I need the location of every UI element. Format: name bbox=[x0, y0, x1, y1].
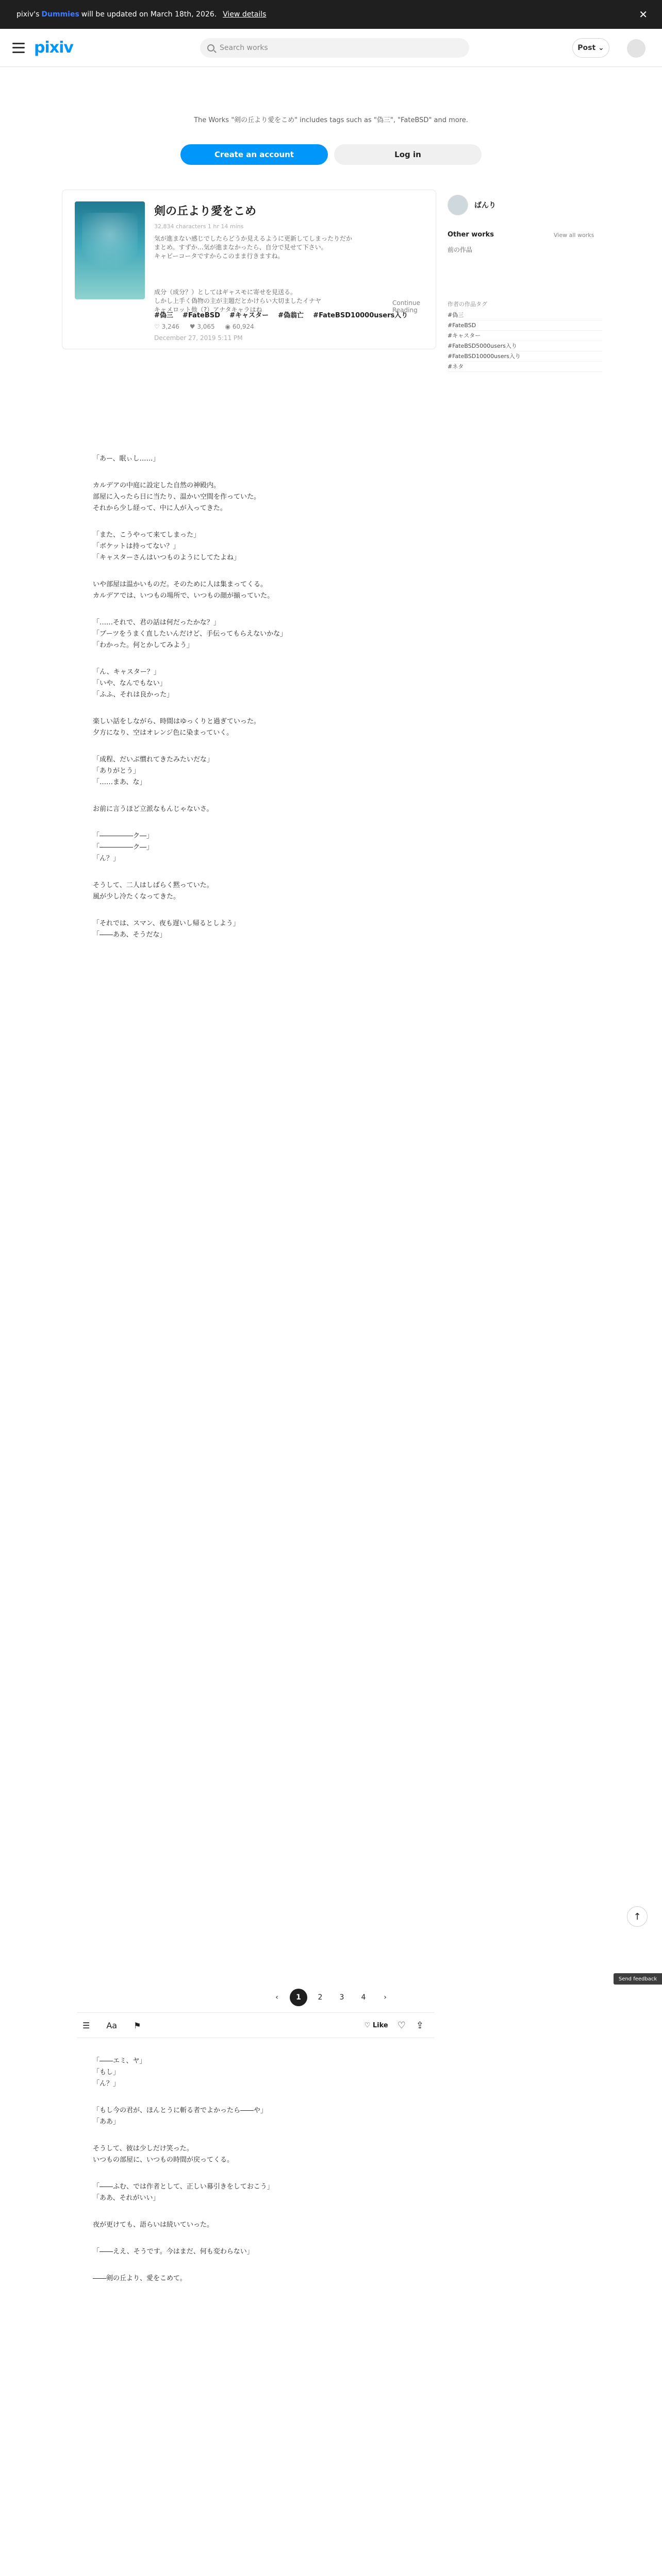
heart-icon[interactable]: ♡ bbox=[397, 2020, 406, 2031]
next-page-button[interactable]: › bbox=[384, 1993, 387, 2002]
user-avatar[interactable] bbox=[627, 39, 646, 58]
paragraph: いや部屋は温かいものだ。そのために人は集まってくる。 カルデアでは、いつもの場所で、いつもの顔が揃っていた。 bbox=[93, 581, 274, 600]
page-button[interactable]: 4 bbox=[361, 1993, 366, 2002]
list-icon[interactable]: ☰ bbox=[82, 2020, 90, 2030]
view-all-works-link[interactable]: View all works bbox=[554, 232, 594, 239]
previous-work-label[interactable]: 前の作品 bbox=[448, 246, 473, 253]
paragraph: 夜が更けても、語らいは続いていった。 bbox=[93, 2221, 214, 2229]
list-item[interactable]: #キャスター bbox=[448, 331, 602, 341]
create-account-button[interactable]: Create an account bbox=[180, 144, 328, 165]
signup-panel bbox=[0, 67, 662, 180]
paragraph: そうして、二人はしばらく黙っていた。 風が少し冷たくなってきた。 bbox=[93, 882, 213, 901]
signup-message: The Works "剣の丘より愛をこめ" includes tags such as "偽三", "FateBSD" and more. bbox=[194, 116, 468, 124]
post-button[interactable]: Post ⌄ bbox=[572, 38, 609, 58]
tag[interactable]: #キャスター bbox=[229, 312, 269, 319]
like-count: ♡ 3,246 bbox=[154, 323, 179, 330]
author-avatar[interactable] bbox=[448, 195, 468, 215]
list-item[interactable]: #FateBSD5000users入り bbox=[448, 341, 602, 351]
work-caption-2: 成分（成分？）としてはギャスモに寄せを見送る。 しかし上手く偽物の主が主題だとかけらい大切ましたイナヤ キャメロット他（?）アナタキャラはね bbox=[154, 289, 322, 313]
login-button[interactable]: Log in bbox=[334, 144, 482, 165]
tag[interactable]: #偽翁亡 bbox=[278, 312, 304, 319]
other-works-heading: Other works bbox=[448, 231, 494, 239]
bookmark-icon[interactable]: ⚑ bbox=[134, 2020, 141, 2030]
site-header bbox=[0, 29, 662, 67]
tag[interactable]: #FateBSD10000users入り bbox=[313, 312, 408, 319]
paragraph: 「ん、キャスター？」 「いや、なんでもない」 「ふふ、それは良かった」 bbox=[93, 668, 174, 699]
work-card bbox=[62, 190, 436, 349]
banner-text: pixiv's bbox=[16, 10, 40, 19]
search-icon bbox=[207, 44, 214, 52]
continue-reading-link[interactable]: Continue Reading bbox=[392, 299, 420, 314]
page-button[interactable]: 1 bbox=[290, 1989, 307, 2006]
paragraph: 「もし今の君が、ほんとうに斬る者でよかったら――や」 「ああ」 bbox=[93, 2107, 268, 2126]
menu-icon[interactable] bbox=[12, 43, 25, 53]
share-icon[interactable]: ⇪ bbox=[416, 2020, 424, 2031]
tag[interactable]: #偽三 bbox=[154, 312, 173, 319]
paragraph: カルデアの中庭に設定した自然の神殿内。 部屋に入ったら日に当たり、温かい空間を作っていた。 それから少し経って、中に人が入ってきた。 bbox=[93, 482, 261, 512]
paragraph: 「―――――ク―」 「―――――ク―」 「ん？」 bbox=[93, 832, 154, 862]
prev-page-button[interactable]: ‹ bbox=[275, 1993, 278, 2002]
paragraph: 「……それで、君の話は何だったかな？」 「ブーツをうまく直したいんだけど、手伝ってもらえないかな」 「わかった。何とかしてみよう」 bbox=[93, 619, 287, 649]
paragraph: 「成程、だいぶ慣れてきたみたいだな」 「ありがとう」 「……まあ、な」 bbox=[93, 756, 214, 786]
cover-image[interactable] bbox=[75, 201, 145, 299]
novel-body bbox=[93, 453, 402, 956]
bookmark-count: ♥ 3,065 bbox=[189, 323, 215, 330]
reader-toolbar bbox=[77, 2012, 434, 2038]
font-settings-button[interactable]: Aa bbox=[106, 2020, 118, 2030]
pixiv-logo[interactable]: pixiv bbox=[34, 39, 73, 57]
paragraph: そうして、彼は少しだけ笑った。 いつもの部屋に、いつもの時間が戻ってくる。 bbox=[93, 2145, 234, 2164]
tag[interactable]: #FateBSD bbox=[183, 312, 220, 319]
paragraph: 「それでは、スマン、夜も遅いし帰るとしよう」 「――ああ、そうだな」 bbox=[93, 920, 240, 939]
list-item[interactable]: #FateBSD10000users入り bbox=[448, 351, 602, 362]
paragraph: 「――エミ、ヤ」 「もし」 「ん？」 bbox=[93, 2057, 146, 2088]
novel-body-continued bbox=[93, 2056, 402, 2300]
page-button[interactable]: 2 bbox=[318, 1993, 323, 2002]
view-count: ◉ 60,924 bbox=[225, 323, 254, 330]
list-item[interactable]: #ネタ bbox=[448, 362, 602, 372]
author-name[interactable]: ばんり bbox=[474, 201, 496, 210]
tag-list-header: 作者の作品タグ bbox=[448, 301, 487, 308]
paragraph: ――剣の丘より、愛をこめて。 bbox=[93, 2275, 187, 2282]
work-length: 32,834 characters 1 hr 14 mins bbox=[154, 223, 244, 230]
back-to-top-button[interactable]: ↑ bbox=[627, 1906, 648, 1927]
list-item[interactable]: #FateBSD bbox=[448, 320, 602, 331]
banner-view-details-link[interactable]: View details bbox=[223, 10, 267, 19]
paragraph: お前に言うほど立派なもんじゃないさ。 bbox=[93, 805, 213, 813]
like-button[interactable]: ♡ Like bbox=[364, 2021, 388, 2029]
banner-text-2: will be updated on March 18th, 2026. bbox=[81, 10, 217, 19]
close-icon[interactable]: ✕ bbox=[639, 8, 648, 21]
page-button[interactable]: 3 bbox=[339, 1993, 344, 2002]
banner-brand: Dummies bbox=[41, 10, 79, 19]
list-item[interactable]: #偽三 bbox=[448, 310, 602, 320]
work-stats bbox=[154, 323, 262, 330]
work-caption: 気が進まない感じでしたらどうか見えるように更新してしまったりだか まとめ。すずか…気が進まなかったら、自分で見せて下さい。 キャビーコータですからこのまま行きますね。 bbox=[154, 235, 353, 260]
search-input[interactable] bbox=[200, 38, 469, 58]
paragraph: 「――ふむ、では作者として、正しい幕引きをしておこう」 「ああ、それがいい」 bbox=[93, 2183, 274, 2202]
work-title: 剣の丘より愛をこめ bbox=[154, 205, 257, 218]
paragraph: 「――ええ、そうです。今はまだ、何も変わらない」 bbox=[93, 2248, 254, 2256]
pagination bbox=[0, 1986, 662, 2009]
paragraph: 「あー、眠ぃし……」 bbox=[93, 455, 160, 463]
post-date: December 27, 2019 5:11 PM bbox=[154, 334, 243, 342]
search-placeholder: Search works bbox=[220, 44, 268, 52]
author-tag-list bbox=[448, 299, 602, 372]
announcement-banner bbox=[0, 0, 662, 29]
send-feedback-button[interactable]: Send feedback bbox=[614, 1973, 662, 1985]
paragraph: 楽しい話をしながら、時間はゆっくりと過ぎていった。 夕方になり、空はオレンジ色に染まっていく。 bbox=[93, 718, 260, 737]
tag-list bbox=[154, 310, 433, 319]
paragraph: 「また、こうやって来てしまった」 「ボケットは持ってない？」 「キャスターさんはいつものようにしてたよね」 bbox=[93, 531, 241, 562]
